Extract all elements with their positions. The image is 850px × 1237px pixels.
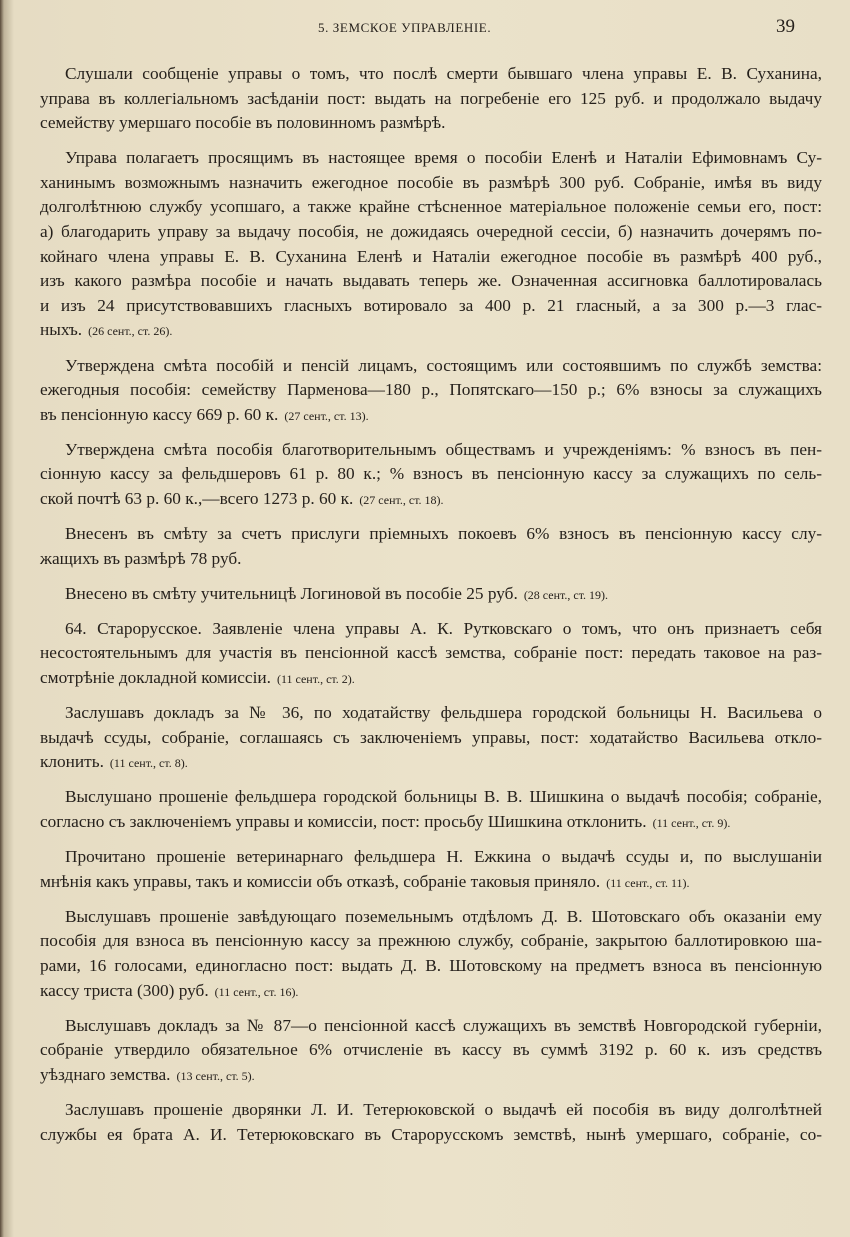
text-line (40, 954, 822, 979)
line-text: согласно съ заключеніемъ управы и комиссіи, пост: просьбу Шишкина отклонить. (40, 812, 647, 832)
line-text: долголѣтнюю службу усопшаго, а также крайне стѣсненное матеріальное положеніе семьи его, пост: (40, 197, 822, 217)
text-line (65, 785, 822, 810)
session-reference: (27 сент., ст. 13). (284, 408, 369, 423)
line-text: 64. Старорусское. Заявленіе члена управы А. К. Рутковскаго о томъ, что онъ признаетъ себя (65, 618, 822, 638)
line-text: пособія для взноса въ пенсіонную кассу за прежнюю службу, собраніе, закрытою баллотировкою ша- (40, 931, 822, 951)
line-text: Внесенъ въ смѣту за счетъ прислуги пріемныхъ покоевъ 6% взносъ въ пенсіонную кассу слу- (65, 524, 822, 544)
paragraph (40, 522, 822, 571)
paragraph (40, 845, 822, 894)
line-text: клонить. (40, 752, 104, 772)
page-body (40, 62, 822, 1158)
line-text: Управа полагаетъ просящимъ въ настоящее время о пособіи Еленѣ и Наталіи Ефимовнамъ Су- (65, 148, 822, 168)
line-text: ныхъ. (40, 320, 83, 340)
paragraph (40, 1098, 822, 1147)
text-line (40, 220, 822, 245)
line-text: Утверждена смѣта пособій и пенсій лицамъ, состоящимъ или состоявшимъ по службѣ земства: (65, 355, 822, 375)
text-line (40, 269, 822, 294)
line-text: Прочитано прошеніе ветеринарнаго фельдшера Н. Ежкина о выдачѣ ссуды и, по выслушаніи (65, 847, 822, 867)
text-line (40, 547, 822, 572)
text-line (65, 582, 822, 607)
text-line (40, 403, 822, 428)
text-line (40, 810, 822, 835)
text-line (40, 666, 822, 691)
line-text: Внесено въ смѣту учительницѣ Логиновой въ пособіе 25 руб. (65, 583, 518, 603)
line-text: ежегодныя пособія: семейству Парменова—180 р., Попятскаго—150 р.; 6% взносы за служащихъ (40, 380, 822, 400)
line-text: Выслушавъ прошеніе завѣдующаго поземельнымъ отдѣломъ Д. В. Шотовскаго объ оказаніи ему (65, 906, 822, 926)
paragraph (40, 438, 822, 512)
text-line (40, 318, 822, 343)
text-line (65, 354, 822, 379)
session-reference: (27 сент., ст. 18). (359, 493, 444, 507)
line-text: управа въ коллегіальномъ засѣданіи пост: выдать на погребеніе его 125 руб. и продолжало выдачу (40, 88, 822, 108)
paragraph (40, 905, 822, 1003)
line-text: Выслушавъ докладъ за № 87—о пенсіонной кассѣ служащихъ въ земствѣ Новгородской губерніи, (65, 1015, 822, 1035)
line-text: кассу триста (300) руб. (40, 980, 209, 1000)
text-line (65, 905, 822, 930)
text-line (40, 929, 822, 954)
line-text: Заслушавъ докладъ за № 36, по ходатайству фельдшера городской больницы Н. Васильева о (65, 703, 822, 723)
text-line (40, 1123, 822, 1148)
text-line (65, 146, 822, 171)
text-line (40, 870, 822, 895)
paragraph (40, 1014, 822, 1088)
text-line (40, 726, 822, 751)
text-line (40, 195, 822, 220)
text-line (40, 487, 822, 512)
text-line (65, 62, 822, 87)
text-line (65, 701, 822, 726)
text-line (65, 522, 822, 547)
line-text: семейству умершаго пособіе въ половинномъ размѣрѣ. (40, 113, 446, 133)
text-line (65, 438, 822, 463)
session-reference: (11 сент., ст. 16). (214, 984, 299, 999)
session-reference: (11 сент., ст. 8). (109, 756, 188, 771)
session-reference: (11 сент., ст. 11). (606, 875, 690, 890)
line-text: мнѣнія какъ управы, такъ и комиссіи объ отказѣ, собраніе таковыя приняло. (40, 871, 601, 891)
paragraph (40, 582, 822, 607)
line-text: и изъ 24 присутствовавшихъ гласныхъ вотировало за 400 р. 21 гласный, а за 300 р.—3 глас- (40, 295, 822, 315)
text-line (40, 1038, 822, 1063)
paragraph (40, 701, 822, 775)
paragraph (40, 354, 822, 428)
line-text: уѣзднаго земства. (40, 1064, 171, 1084)
line-text: службы ея брата А. И. Тетерюковскаго въ Старорусскомъ земствѣ, нынѣ умершаго, собраніе, со- (40, 1124, 822, 1144)
line-text: смотрѣніе докладной комиссіи. (40, 668, 271, 688)
line-text: койнаго члена управы Е. В. Суханина Еленѣ и Наталіи ежегодное пособіе въ размѣрѣ 400 руб., (40, 246, 822, 266)
line-text: Слушали сообщеніе управы о томъ, что послѣ смерти бывшаго члена управы Е. В. Суханина, (65, 64, 822, 83)
text-line (40, 171, 822, 196)
text-line (40, 378, 822, 403)
text-line (65, 1098, 822, 1123)
line-text: а) благодарить управу за выдачу пособія, не дожидаясь очередной сессіи, б) назначить дочерямъ по- (40, 222, 822, 242)
text-line (40, 111, 822, 136)
line-text: собраніе утвердило обязательное 6% отчисленіе въ кассу въ суммѣ 3192 р. 60 к. изъ средствъ (40, 1040, 822, 1060)
line-text: рами, 16 голосами, единогласно пост: выдать Д. В. Шотовскому на предметъ взноса въ пенсіонную (40, 956, 822, 975)
paragraph (40, 62, 822, 136)
line-text: Выслушано прошеніе фельдшера городской больницы В. В. Шишкина о выдачѣ пособія; собраніе, (65, 787, 822, 807)
text-line (40, 87, 822, 112)
text-line (40, 245, 822, 270)
line-text: Заслушавъ прошеніе дворянки Л. И. Тетерюковской о выдачѣ ей пособія въ виду долголѣтней (65, 1099, 822, 1119)
session-reference: (26 сент., ст. 26). (88, 324, 173, 339)
line-text: въ пенсіонную кассу 669 р. 60 к. (40, 404, 279, 424)
line-text: сіонную кассу за фельдшеровъ 61 р. 80 к.; % взносъ въ пенсіонную кассу за служащихъ по сель- (40, 464, 822, 484)
text-line (40, 641, 822, 666)
text-line (40, 294, 822, 319)
paragraph (40, 617, 822, 691)
session-reference: (28 сент., ст. 19). (523, 587, 609, 602)
text-line (40, 979, 822, 1004)
text-line (65, 845, 822, 870)
session-reference: (11 сент., ст. 9). (652, 816, 731, 831)
text-line (40, 1063, 822, 1088)
paragraph (40, 785, 822, 834)
line-text: изъ какого размѣра пособіе и начать выдавать теперь же. Означенная ассигновка баллотировалась (40, 271, 822, 291)
text-line (65, 617, 822, 642)
text-line (65, 1014, 822, 1039)
session-reference: (13 сент., ст. 5). (176, 1068, 255, 1083)
line-text: ханинымъ возможнымъ назначить ежегодное пособіе въ размѣрѣ 300 руб. Собраніе, имѣя въ виду (40, 172, 822, 192)
line-text: несостоятельнымъ для участія въ пенсіонной кассѣ земства, собраніе пост: передать таковое на раз- (40, 643, 822, 663)
text-line (40, 750, 822, 775)
line-text: жащихъ въ размѣрѣ 78 руб. (40, 548, 242, 568)
line-text: Утверждена смѣта пособія благотворительнымъ обществамъ и учрежденіямъ: % взносъ въ пен- (65, 439, 822, 459)
page-number: 39 (776, 16, 795, 37)
running-title: 5. ЗЕМСКОЕ УПРАВЛЕНІЕ. (318, 20, 492, 35)
text-line (40, 462, 822, 487)
line-text: ской почтѣ 63 р. 60 к.,—всего 1273 р. 60 к. (40, 489, 354, 508)
session-reference: (11 сент., ст. 2). (276, 672, 355, 687)
page-header (0, 16, 850, 42)
line-text: выдачѣ ссуды, собраніе, соглашаясь съ заключеніемъ управы, пост: ходатайство Васильева откло- (40, 727, 822, 747)
paragraph (40, 146, 822, 343)
